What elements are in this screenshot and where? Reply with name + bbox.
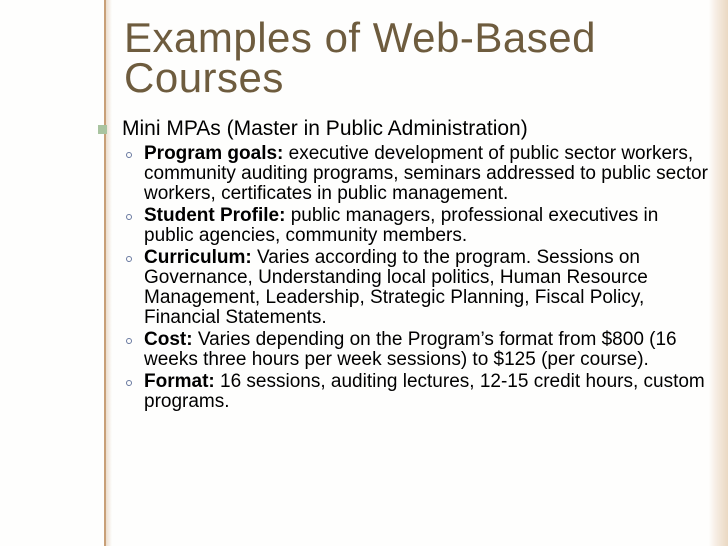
- sub-bullet-label: Program goals:: [144, 143, 284, 164]
- sub-bullet-label: Curriculum:: [144, 247, 252, 268]
- sub-bullet-text: Varies according to the program. Sessions on Governance, Understanding local politics, Human Resource Management, Leadership, Strategic Planning, Fiscal Policy, Financial Statements.: [144, 247, 648, 328]
- sub-bullet-text: 16 sessions, auditing lectures, 12-15 credit hours, custom programs.: [144, 371, 705, 412]
- slide-title: [124, 14, 704, 101]
- ring-bullet-icon: [126, 214, 132, 220]
- sub-bullet-student-profile: [98, 206, 708, 246]
- sub-bullet-label: Cost:: [144, 329, 193, 350]
- sub-bullet-curriculum: [98, 248, 708, 328]
- slide-title-line-1: Examples of Web-Based: [124, 14, 596, 61]
- sub-bullet-text: Varies depending on the Program’s format from $800 (16 weeks three hours per week sessions) to $125 (per course).: [144, 329, 677, 370]
- ring-bullet-icon: [126, 256, 132, 262]
- sub-bullet-text: public managers, professional executives in public agencies, community members.: [144, 205, 659, 246]
- sub-bullet-label: Format:: [144, 371, 215, 392]
- sub-bullet-program-goals: [98, 144, 708, 204]
- decorative-right-band: [708, 0, 728, 546]
- sub-bullet-cost: [98, 330, 708, 370]
- sub-bullet-list: [98, 144, 708, 412]
- square-bullet-icon: [98, 125, 107, 134]
- sub-bullet-text: executive development of public sector workers, community auditing programs, seminars addressed to public sector workers, certificates in public management.: [144, 143, 708, 204]
- main-bullet: [98, 117, 708, 141]
- sub-bullet-label: Student Profile:: [144, 205, 286, 226]
- ring-bullet-icon: [126, 152, 132, 158]
- slide-title-line-2: Courses: [124, 54, 284, 101]
- ring-bullet-icon: [126, 338, 132, 344]
- ring-bullet-icon: [126, 380, 132, 386]
- slide-content: [98, 117, 708, 414]
- main-bullet-text: Mini MPAs (Master in Public Administration): [122, 117, 528, 140]
- sub-bullet-format: [98, 372, 708, 412]
